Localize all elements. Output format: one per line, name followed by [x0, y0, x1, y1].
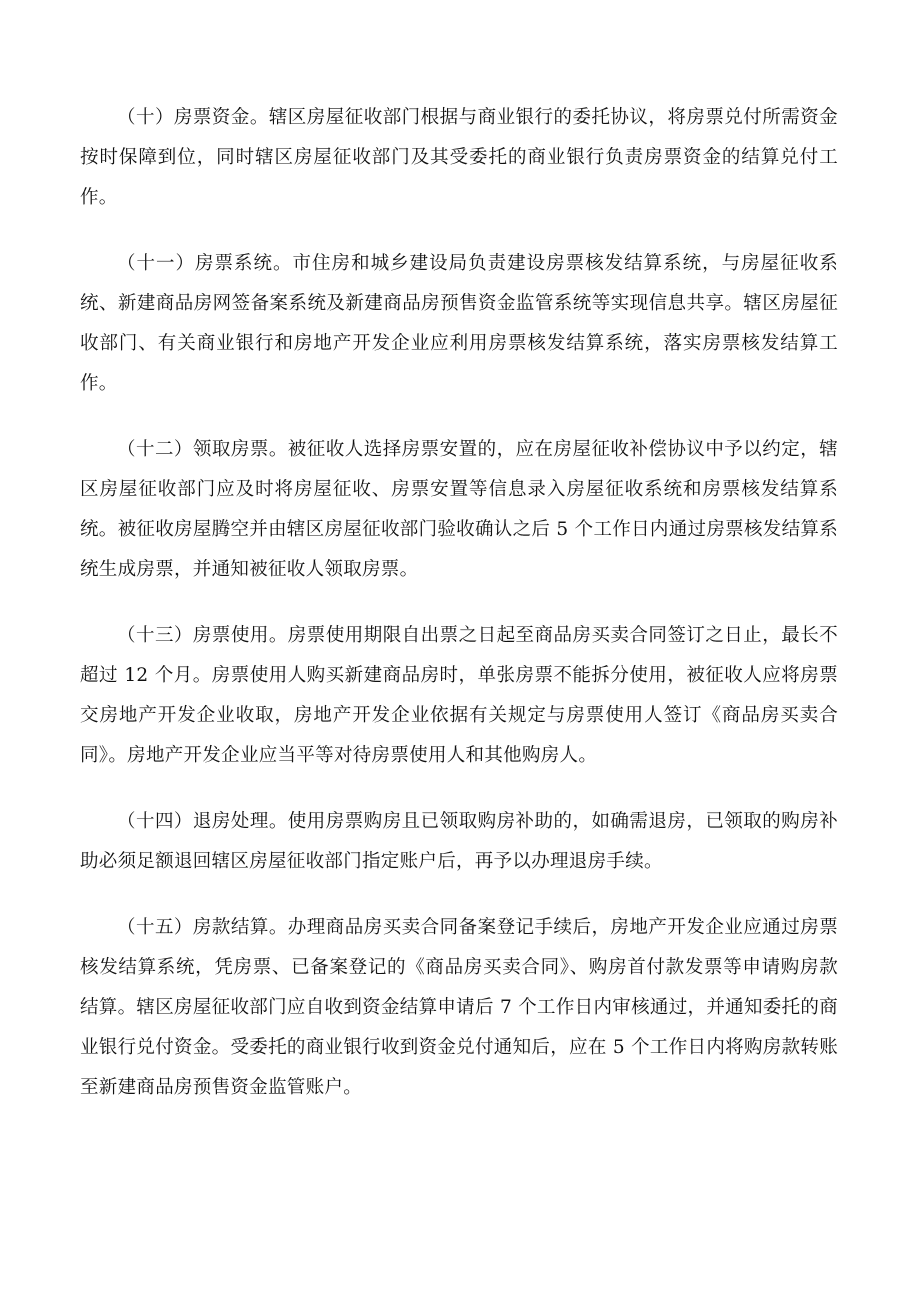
- paragraph-13-usage: （十三）房票使用。房票使用期限自出票之日起至商品房买卖合同签订之日止，最长不超过 12 个月。房票使用人购买新建商品房时，单张房票不能拆分使用，被征收人应将房票交房地产开发企业收取，房地产开发企业依据有关规定与房票使用人签订《商品房买卖合同》。房地产开发企业应当平等对待房票使用人和其他购房人。: [80, 625, 838, 766]
- document-body: [80, 98, 838, 1134]
- paragraph-12-collect: （十二）领取房票。被征收人选择房票安置的，应在房屋征收补偿协议中予以约定，辖区房屋征收部门应及时将房屋征收、房票安置等信息录入房屋征收系统和房票核发结算系统。被征收房屋腾空并由辖区房屋征收部门验收确认之后 5 个工作日内通过房票核发结算系统生成房票，并通知被征收人领取房票。: [80, 439, 838, 580]
- paragraph-14-refund: （十四）退房处理。使用房票购房且已领取购房补助的，如确需退房，已领取的购房补助必须足额退回辖区房屋征收部门指定账户后，再予以办理退房手续。: [80, 811, 838, 872]
- paragraph-10-funds: （十）房票资金。辖区房屋征收部门根据与商业银行的委托协议，将房票兑付所需资金按时保障到位，同时辖区房屋征收部门及其受委托的商业银行负责房票资金的结算兑付工作。: [80, 107, 838, 208]
- paragraph-15-settlement: （十五）房款结算。办理商品房买卖合同备案登记手续后，房地产开发企业应通过房票核发结算系统，凭房票、已备案登记的《商品房买卖合同》、购房首付款发票等申请购房款结算。辖区房屋征收部门应自收到资金结算申请后 7 个工作日内审核通过，并通知委托的商业银行兑付资金。受委托的商业银行收到资金兑付通知后，应在 5 个工作日内将购房款转账至新建商品房预售资金监管账户。: [80, 917, 838, 1098]
- paragraph-11-system: （十一）房票系统。市住房和城乡建设局负责建设房票核发结算系统，与房屋征收系统、新建商品房网签备案系统及新建商品房预售资金监管系统等实现信息共享。辖区房屋征收部门、有关商业银行和房地产开发企业应利用房票核发结算系统，落实房票核发结算工作。: [80, 253, 838, 394]
